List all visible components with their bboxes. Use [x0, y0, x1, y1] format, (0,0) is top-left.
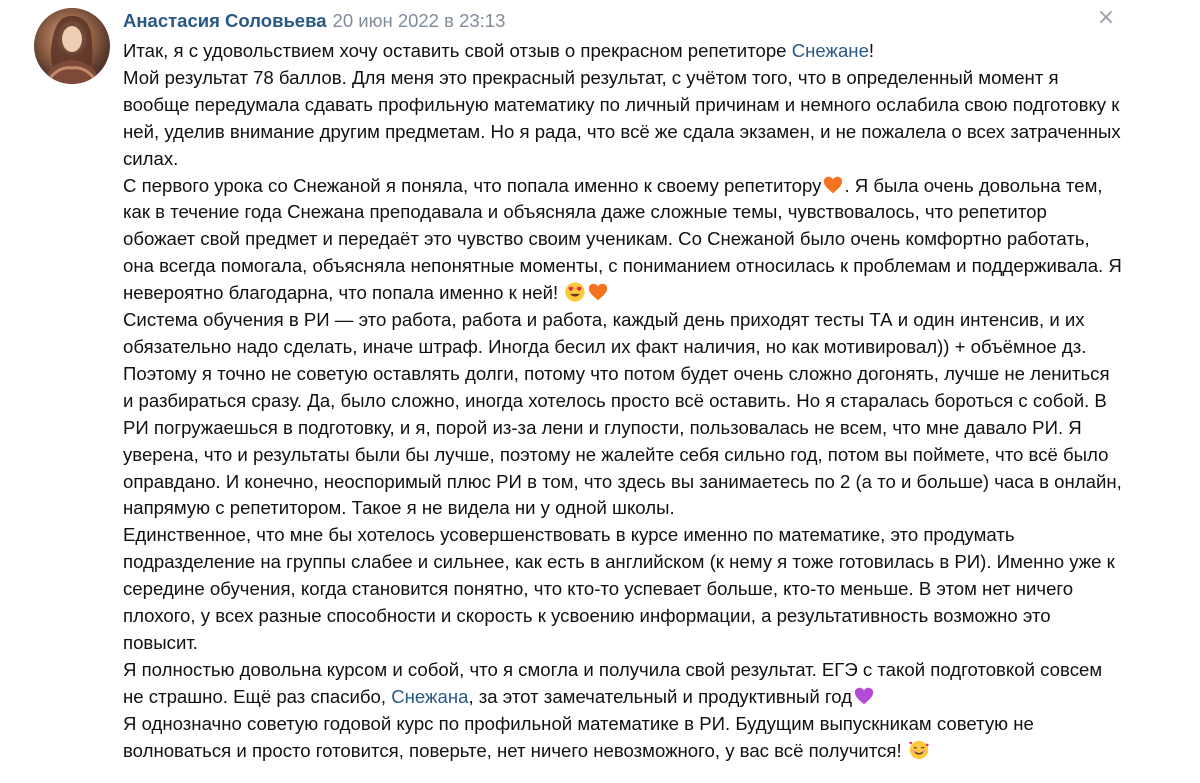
- comment-header: [123, 4, 1123, 38]
- mention-link[interactable]: Снежане: [791, 40, 869, 61]
- author-name[interactable]: Анастасия Соловьева: [123, 10, 327, 31]
- paragraph-1: Итак, я с удовольствием хочу оставить свой отзыв о прекрасном репетиторе Снежане!: [123, 40, 875, 61]
- comment-body: [123, 4, 1123, 764]
- close-icon[interactable]: ×: [1096, 5, 1116, 30]
- paragraph-3: С первого урока со Снежаной я поняла, что попала именно к своему репетитору . Я была очень довольна тем, как в течение года Снежана преподавала и объясняла даже сложные темы, чувствовалось, что репетитор обожает свой предмет и передаёт это чувство своим ученикам. Со Снежаной было очень комфортно работать, она всегда помогала, объясняла непонятные моменты, с пониманием относилась к проблемам и поддерживала. Я невероятно благодарна, что попала именно к ней!: [123, 174, 1122, 304]
- paragraph-4: Система обучения в РИ — это работа, работа и работа, каждый день приходят тесты ТА и один интенсив, и их обязательно надо сделать, иначе штраф. Иногда бесил их факт наличия, но как мотивировал)) + объёмное дз. Поэтому я точно не советую оставлять долги, потому что потом будет очень сложно догонять, лучше не лениться и разбираться сразу. Да, было сложно, иногда хотелось просто всё оставить. Но я старалась бороться с собой. В РИ погружаешься в подготовку, и я, порой из-за лени и глупости, пользовалась не всем, что мне давало РИ. Я уверена, что и результаты были бы лучше, поэтому не жалейте себя сильно год, потом вы поймете, что всё было оправдано. И конечно, неоспоримый плюс РИ в том, что здесь вы занимаетесь по 2 (а то и больше) часа в онлайн, напрямую с репетитором. Такое я не видела ни у одной школы.: [123, 309, 1122, 519]
- purple-heart-icon: [853, 685, 875, 707]
- comment-date[interactable]: 20 июн 2022 в 23:13: [332, 10, 506, 31]
- orange-heart-icon: [822, 174, 844, 196]
- comment-text: [123, 38, 1123, 764]
- user-avatar-icon[interactable]: [34, 8, 110, 84]
- orange-heart-icon: [587, 281, 609, 303]
- paragraph-7: Я однозначно советую годовой курс по профильной математике в РИ. Будущим выпускникам советую не волноваться и просто готовится, поверьте, нет ничего невозможного, у вас всё получится!: [123, 712, 1034, 761]
- paragraph-5: Единственное, что мне бы хотелось усовершенствовать в курсе именно по математике, это продумать подразделение на группы слабее и сильнее, как есть в английском (к нему я тоже готовилась в РИ). Именно уже к середине обучения, когда становится понятно, что кто-то успевает больше, кто-то меньше. В этом нет ничего плохого, у всех разные способности и скорость к усвоению информации, а результативность возможно это повысит.: [123, 524, 1115, 653]
- heart-eyes-emoji-icon: [564, 281, 586, 303]
- smiling-face-with-hearts-icon: [908, 739, 930, 761]
- paragraph-2: Мой результат 78 баллов. Для меня это прекрасный результат, с учётом того, что в определенный момент я вообще передумала сдавать профильную математику по личный причинам и немного ослабила свою подготовку к ней, уделив внимание другим предметам. Но я рада, что всё же сдала экзамен, и не пожалела о всех затраченных силах.: [123, 66, 1121, 169]
- mention-link[interactable]: Снежана: [391, 685, 469, 707]
- paragraph-6: Я полностью довольна курсом и собой, что я смогла и получила свой результат. ЕГЭ с такой подготовкой совсем не страшно. Ещё раз спасибо, Снежана, за этот замечательный и продуктивный год: [123, 658, 1103, 707]
